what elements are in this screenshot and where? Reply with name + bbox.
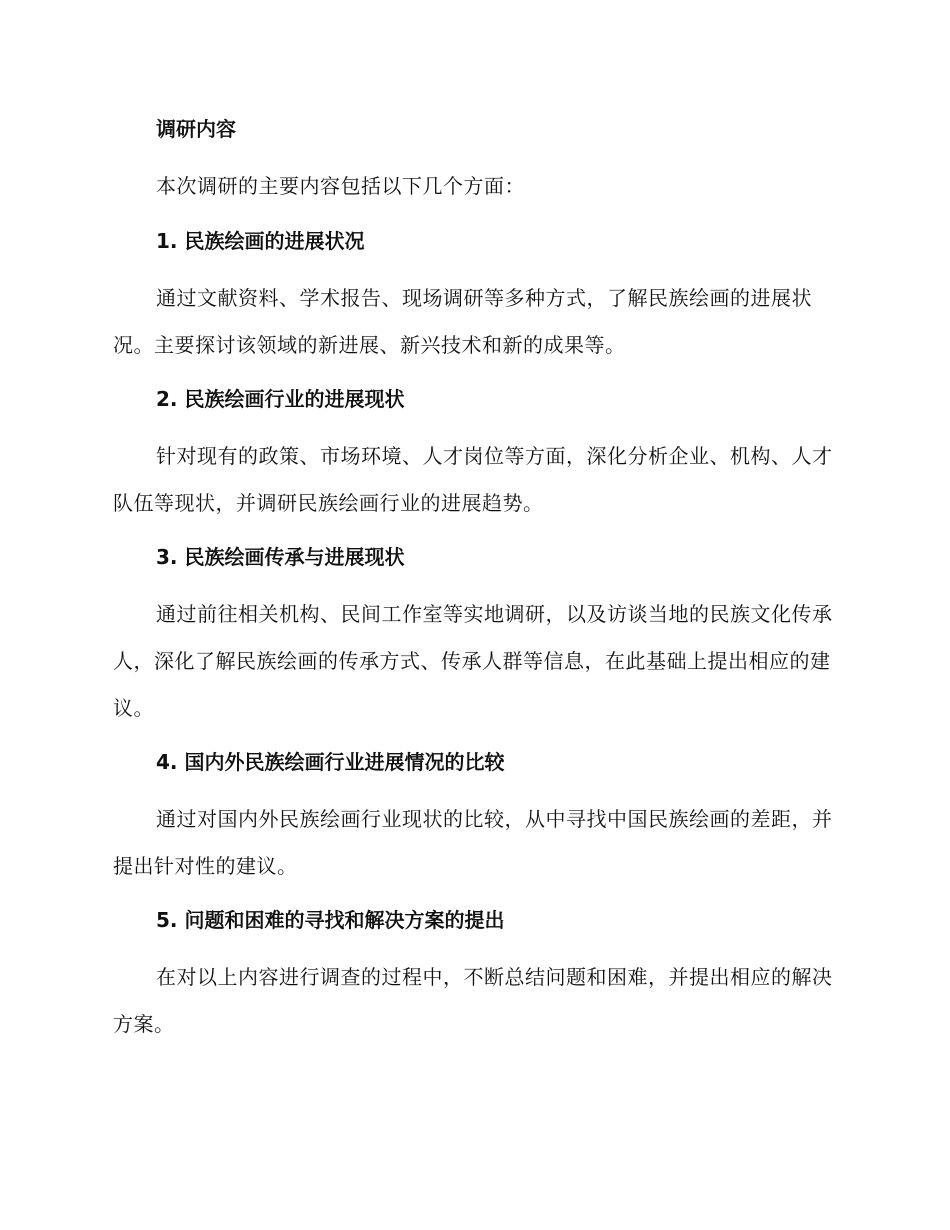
document-content (113, 112, 833, 1061)
section-body-1: 通过文献资料、学术报告、现场调研等多种方式，了解民族绘画的进展状况。主要探讨该领域的新进展、新兴技术和新的成果等。 (113, 286, 812, 357)
section-body-5: 在对以上内容进行调查的过程中，不断总结问题和困难，并提出相应的解决方案。 (113, 965, 833, 1036)
section-heading-4: 4. 国内外民族绘画行业进展情况的比较 (156, 750, 505, 774)
section-body-4: 通过对国内外民族绘画行业现状的比较，从中寻找中国民族绘画的差距，并提出针对性的建议。 (113, 807, 833, 878)
section-body-3: 通过前往相关机构、民间工作室等实地调研，以及访谈当地的民族文化传承人，深化了解民族绘画的传承方式、传承人群等信息，在此基础上提出相应的建议。 (113, 602, 833, 720)
section-heading-1: 1. 民族绘画的进展状况 (156, 229, 365, 253)
section-body-2: 针对现有的政策、市场环境、人才岗位等方面，深化分析企业、机构、人才队伍等现状，并调研民族绘画行业的进展趋势。 (113, 444, 833, 515)
document-title: 调研内容 (156, 117, 236, 141)
intro-paragraph: 本次调研的主要内容包括以下几个方面： (156, 174, 525, 198)
section-heading-2: 2. 民族绘画行业的进展现状 (156, 387, 405, 411)
section-heading-5: 5. 问题和困难的寻找和解决方案的提出 (156, 908, 505, 932)
section-heading-3: 3. 民族绘画传承与进展现状 (156, 545, 405, 569)
